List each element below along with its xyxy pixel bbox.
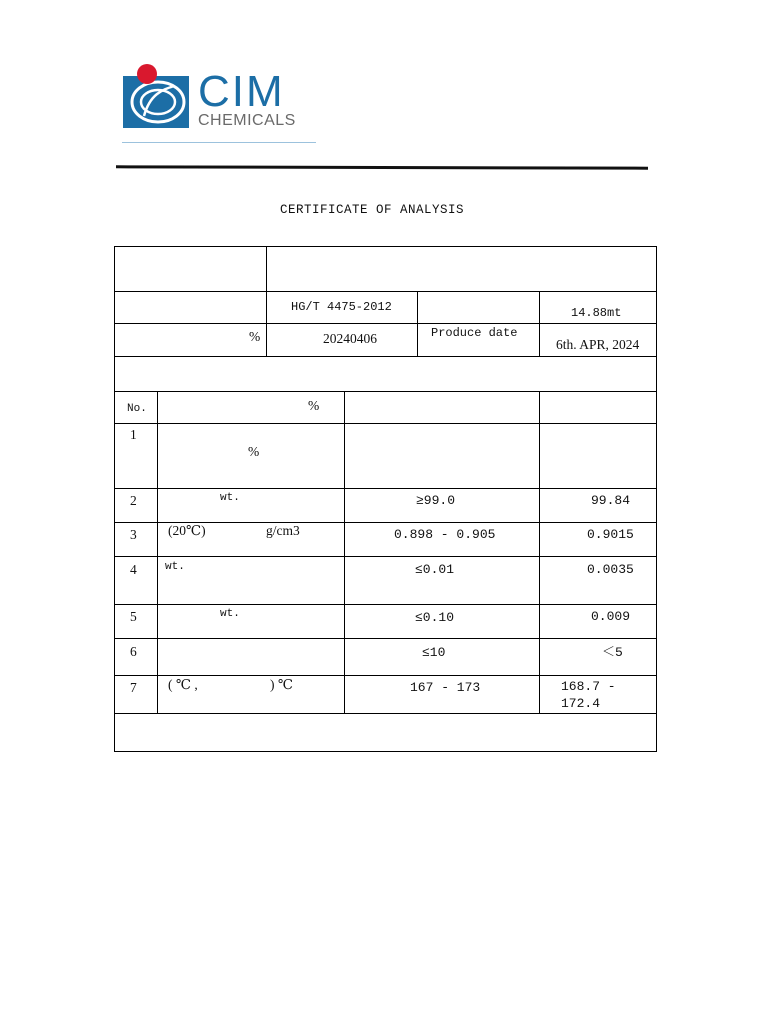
quantity-value: 14.88mt (571, 306, 622, 320)
row-item: wt. (220, 608, 240, 620)
row-spec: 0.898 - 0.905 (394, 527, 496, 542)
logo-underline (122, 142, 316, 143)
row-result: ＜5 (602, 645, 623, 660)
row-result: 99.84 (591, 493, 631, 508)
logo-subtitle: CHEMICALS (198, 112, 296, 129)
header-rule (116, 165, 648, 169)
row-item-condition: (20℃) (168, 523, 206, 538)
row-number: 1 (130, 427, 137, 442)
row-result-line1: 168.7 - (561, 679, 616, 694)
row-number: 2 (130, 493, 137, 508)
row-item: wt. (220, 492, 240, 504)
document-title: CERTIFICATE OF ANALYSIS (279, 203, 465, 217)
column-header-percent: % (308, 398, 320, 413)
row-number: 6 (130, 644, 137, 659)
batch-number: 20240406 (323, 331, 377, 346)
produce-date-value: 6th. APR, 2024 (556, 337, 640, 352)
row-number: 4 (130, 562, 137, 577)
standard-code: HG/T 4475-2012 (291, 300, 392, 314)
row-result: 0.9015 (587, 527, 634, 542)
row-spec: ≤10 (422, 645, 446, 660)
row-number: 7 (130, 680, 137, 695)
row-spec: ≤0.10 (415, 610, 455, 625)
percent-mark: % (249, 329, 261, 344)
produce-date-label: Produce date (431, 326, 518, 340)
analysis-table (114, 246, 657, 752)
row-result-line2: 172.4 (561, 696, 601, 711)
row-item: % (248, 444, 260, 459)
row-item-unit: ) ℃ (270, 677, 293, 692)
row-number: 5 (130, 609, 137, 624)
row-spec: ≥99.0 (416, 493, 456, 508)
row-result: 0.0035 (587, 562, 634, 577)
column-header-no: No. (127, 403, 147, 415)
company-logo (122, 64, 322, 146)
row-item-condition: ( ℃ , (168, 677, 198, 692)
row-spec: 167 - 173 (410, 680, 481, 695)
logo-wordmark: CIM (198, 67, 285, 116)
row-spec: ≤0.01 (415, 562, 455, 577)
row-number: 3 (130, 527, 137, 542)
row-item: wt. (165, 561, 185, 573)
row-result: 0.009 (591, 609, 631, 624)
row-item-unit: g/cm3 (266, 523, 300, 538)
logo-emblem-icon (122, 64, 192, 130)
